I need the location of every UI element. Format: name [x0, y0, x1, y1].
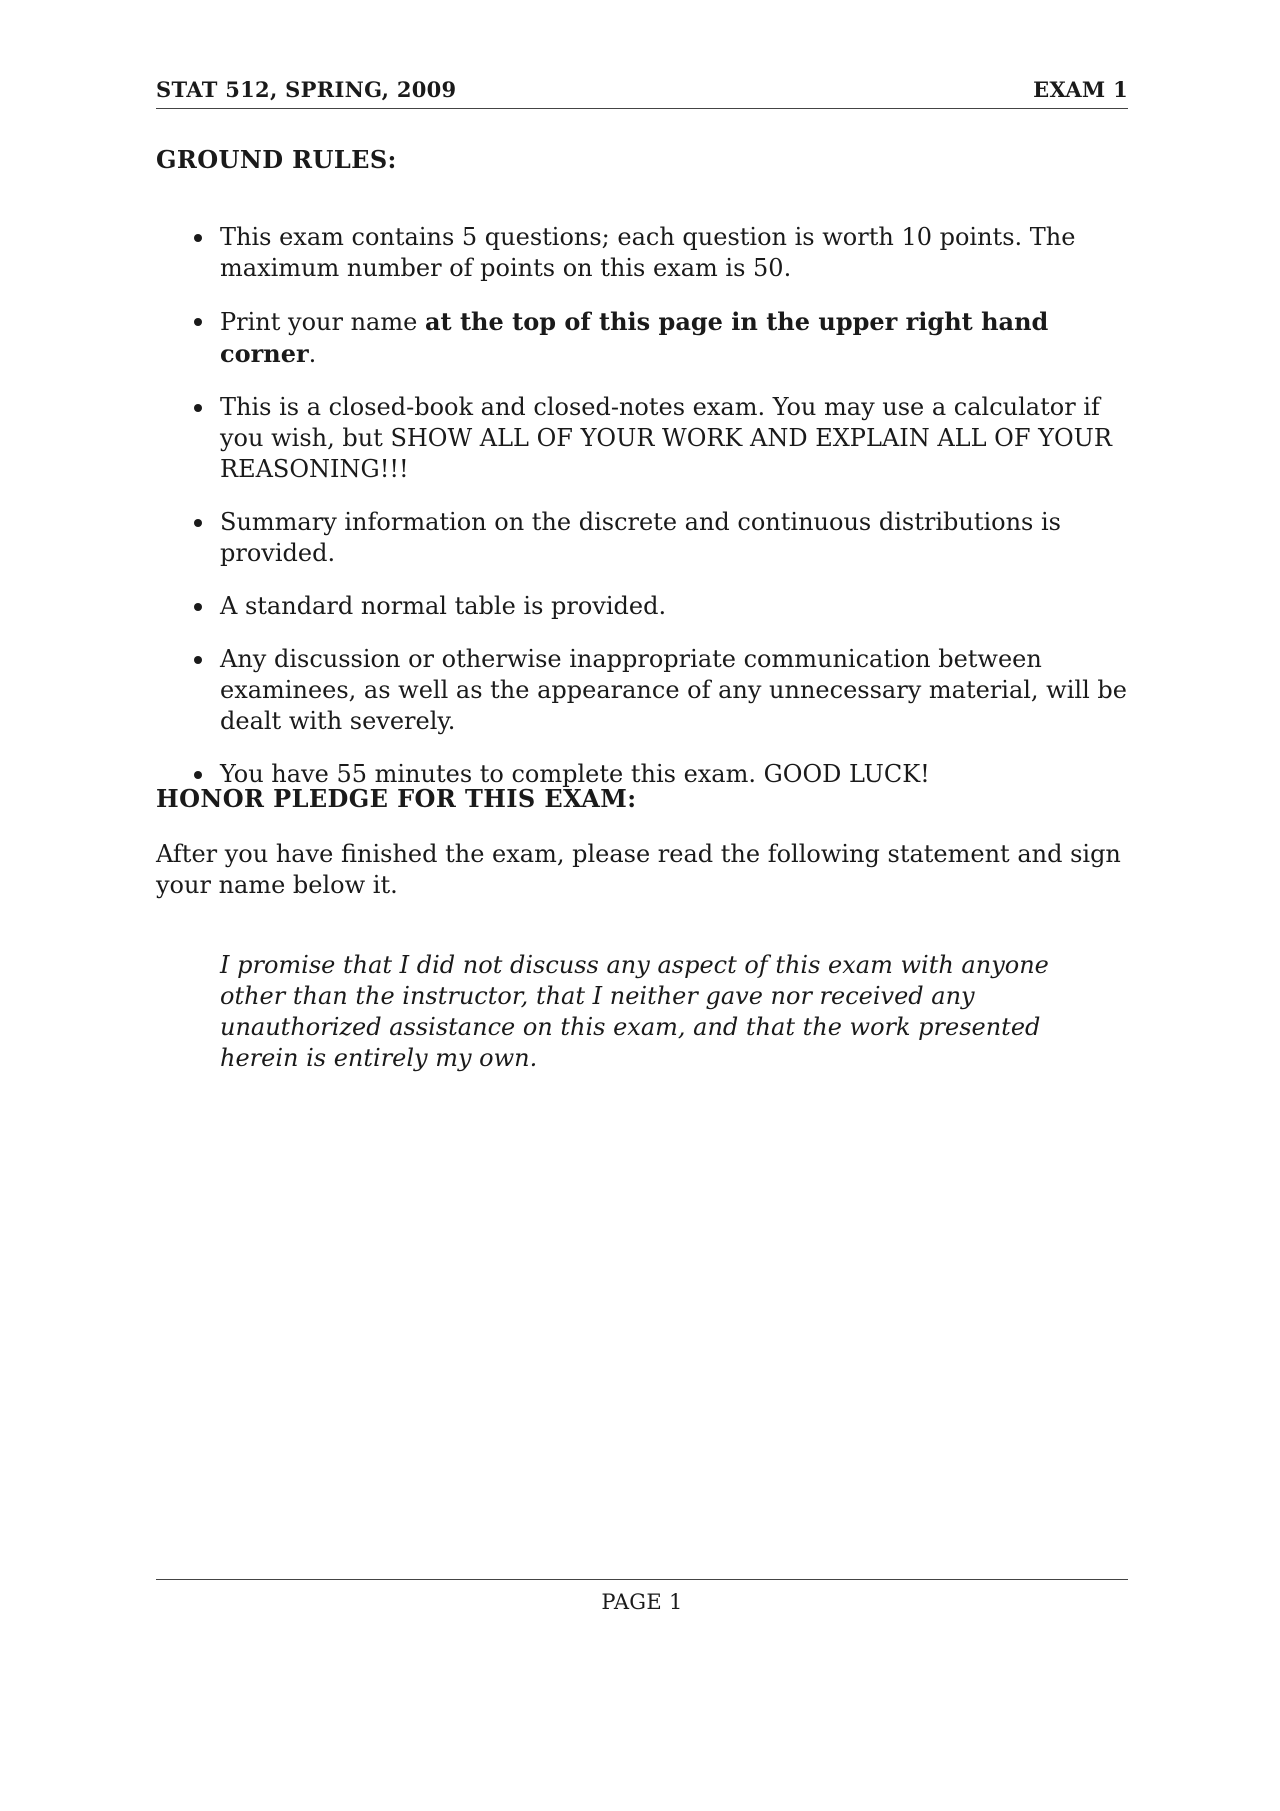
- bullet-icon: [194, 603, 202, 611]
- honor-pledge-intro: After you have finished the exam, please read the following statement and sign your name below it.: [156, 840, 1121, 899]
- bullet-icon: [194, 519, 202, 527]
- rule-text-emphasis: at the top of this page in the upper right hand corner: [220, 307, 1049, 368]
- rule-item-normal-table: [156, 591, 1128, 622]
- rule-item-points: [156, 222, 1128, 284]
- page-header: [156, 78, 1128, 102]
- exam-title: EXAM 1: [1033, 77, 1128, 102]
- page-number: PAGE 1: [601, 1590, 683, 1614]
- rule-text-before: Print your name: [220, 308, 425, 336]
- rule-item-closed-book: [156, 392, 1128, 485]
- footer-divider: [156, 1579, 1128, 1580]
- rule-text: This is a closed-book and closed-notes exam. You may use a calculator if you wish, but SHOW ALL OF YOUR WORK AND EXPLAIN ALL OF YOUR REASONING!!!: [220, 393, 1112, 483]
- rule-text: Any discussion or otherwise inappropriate communication between examinees, as well as the appearance of any unnecessary material, will be dealt with severely.: [220, 645, 1127, 735]
- honor-pledge-statement: I promise that I did not discuss any aspect of this exam with anyone other than the instructor, that I neither gave nor received any unauthorized assistance on this exam, and that the work presented herein is entirely my own.: [220, 951, 1049, 1072]
- rule-text-after: .: [308, 340, 317, 368]
- rule-item-print-name: [156, 306, 1128, 370]
- bullet-icon: [194, 771, 202, 779]
- rule-text: You have 55 minutes to complete this exam. GOOD LUCK!: [220, 760, 930, 788]
- course-title: STAT 512, SPRING, 2009: [156, 77, 457, 102]
- bullet-icon: [194, 656, 202, 664]
- rule-text: Summary information on the discrete and continuous distributions is provided.: [220, 508, 1061, 567]
- rule-item-conduct: [156, 644, 1128, 737]
- bullet-icon: [194, 318, 202, 326]
- ground-rules-list: [156, 222, 1128, 812]
- honor-pledge-heading: HONOR PLEDGE FOR THIS EXAM:: [156, 784, 637, 813]
- header-divider: [156, 108, 1128, 109]
- bullet-icon: [194, 404, 202, 412]
- bullet-icon: [194, 234, 202, 242]
- rule-text: This exam contains 5 questions; each question is worth 10 points. The maximum number of points on this exam is 50.: [220, 223, 1076, 282]
- rule-text: [220, 308, 1048, 368]
- rule-text: A standard normal table is provided.: [220, 592, 667, 620]
- ground-rules-heading: GROUND RULES:: [156, 145, 397, 174]
- rule-item-summary-info: [156, 507, 1128, 569]
